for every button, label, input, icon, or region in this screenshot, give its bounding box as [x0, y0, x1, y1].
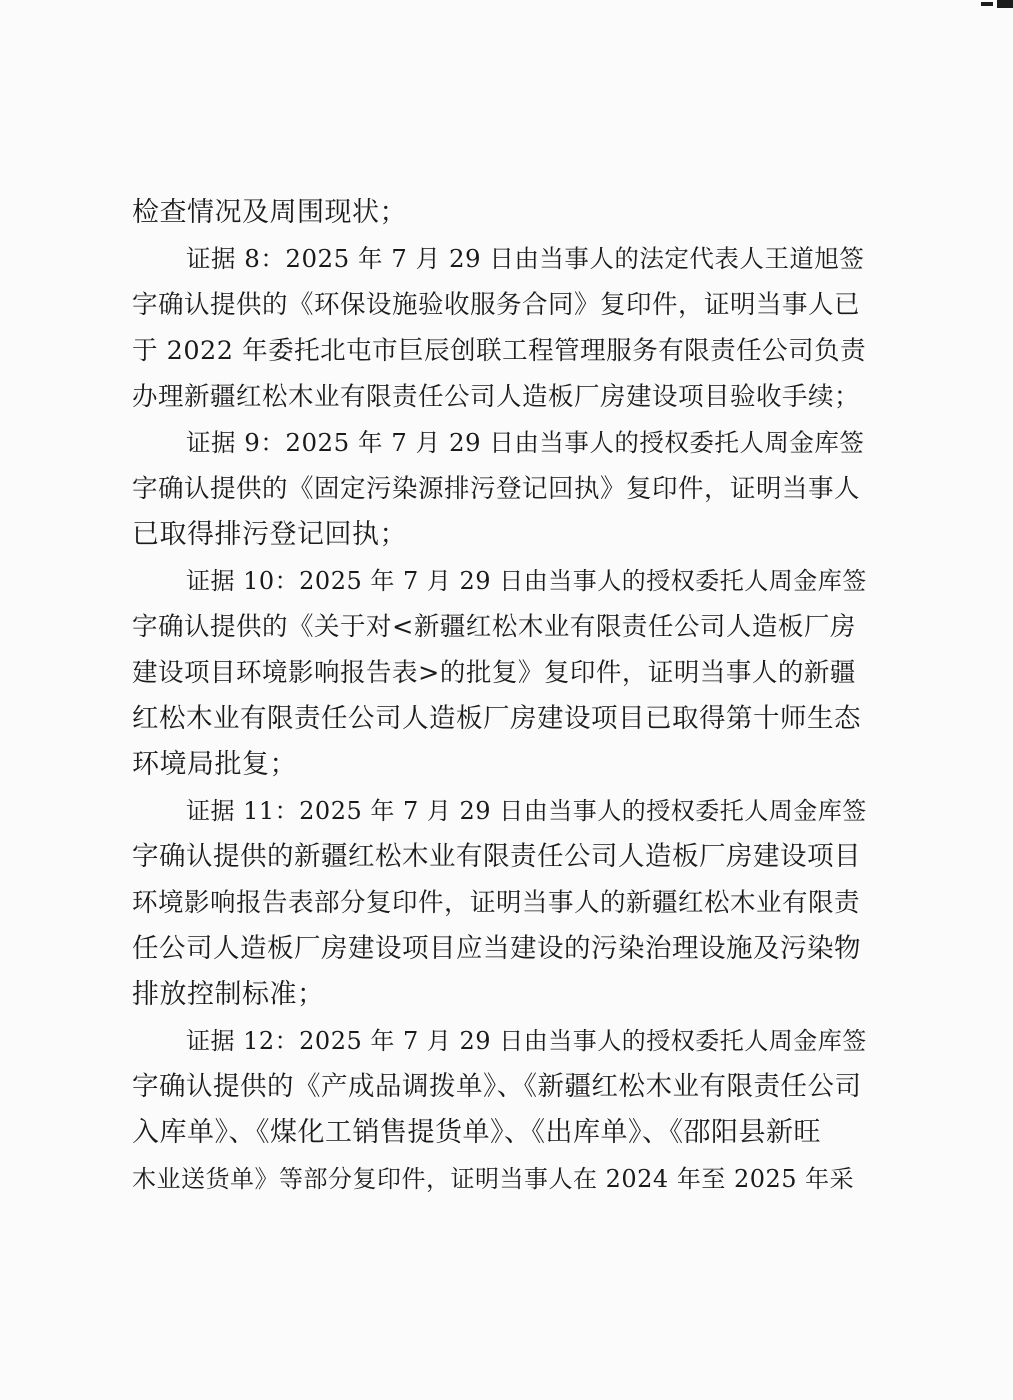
text-line-16: 环境影响报告表部分复印件，证明当事人的新疆红松木业有限责 [132, 888, 861, 918]
text-line-13: 环境局批复； [132, 749, 297, 780]
text-line-19: 证据 12：2025 年 7 月 29 日由当事人的授权委托人周金库签 [186, 1027, 867, 1055]
text-line-15: 字确认提供的新疆红松木业有限责任公司人造板厂房建设项目 [132, 841, 861, 872]
text-line-4: 于 2022 年委托北屯市巨辰创联工程管理服务有限责任公司负责 [132, 336, 867, 366]
text-line-21: 入库单》、《煤化工销售提货单》、《出库单》、《邵阳县新旺 [132, 1117, 821, 1148]
text-line-2: 证据 8：2025 年 7 月 29 日由当事人的法定代表人王道旭签 [186, 244, 865, 273]
text-line-7: 字确认提供的《固定污染源排污登记回执》复印件，证明当事人 [132, 474, 861, 504]
text-line-9: 证据 10：2025 年 7 月 29 日由当事人的授权委托人周金库签 [186, 567, 867, 595]
text-line-6: 证据 9：2025 年 7 月 29 日由当事人的授权委托人周金库签 [186, 428, 865, 457]
text-line-10: 字确认提供的《关于对<新疆红松木业有限责任公司人造板厂房 [132, 612, 856, 642]
text-line-8: 已取得排污登记回执； [132, 519, 407, 550]
text-line-18: 排放控制标准； [132, 979, 325, 1010]
text-line-5: 办理新疆红松木业有限责任公司人造板厂房建设项目验收手续； [132, 382, 861, 412]
text-line-1: 检查情况及周围现状； [132, 197, 407, 228]
text-line-22: 木业送货单》等部分复印件，证明当事人在 2024 年至 2025 年采 [132, 1165, 855, 1193]
scan-corner-mark [977, 0, 1013, 10]
text-line-20: 字确认提供的《产成品调拨单》、《新疆红松木业有限责任公司 [132, 1071, 862, 1102]
text-line-12: 红松木业有限责任公司人造板厂房建设项目已取得第十师生态 [132, 703, 861, 734]
text-line-14: 证据 11：2025 年 7 月 29 日由当事人的授权委托人周金库签 [186, 797, 867, 825]
text-line-3: 字确认提供的《环保设施验收服务合同》复印件，证明当事人已 [132, 290, 861, 320]
text-line-17: 任公司人造板厂房建设项目应当建设的污染治理设施及污染物 [132, 933, 861, 964]
text-line-11: 建设项目环境影响报告表>的批复》复印件，证明当事人的新疆 [132, 658, 856, 688]
